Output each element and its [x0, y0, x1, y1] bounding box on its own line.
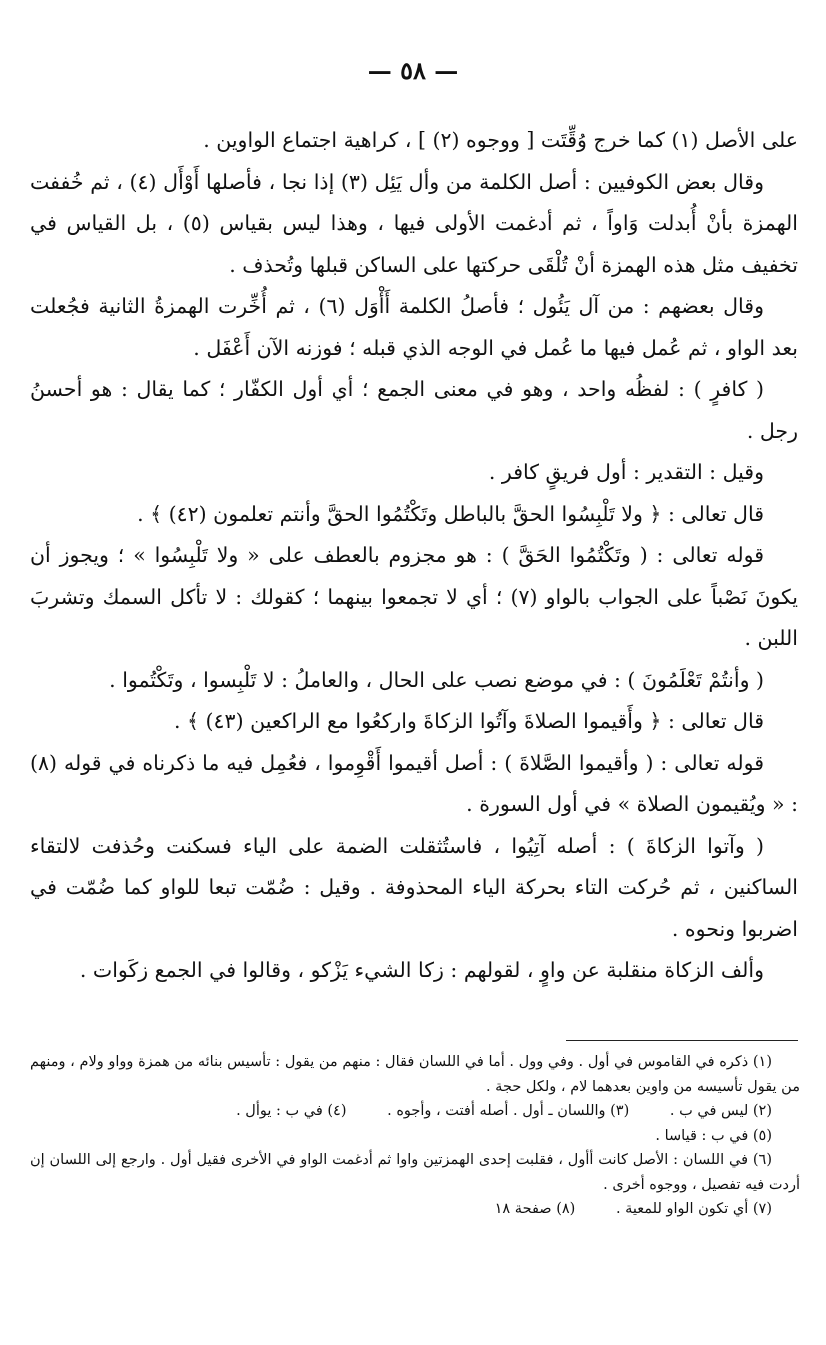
paragraph: وقال بعضهم : من آل يَئُول ؛ فأصلُ الكلمة أَأْوَل (٦) ، ثم أُخِّرت الهمزةُ الثانية فجُعلت بعد الواو ، ثم عُمل فيها ما عُمل في الوجه الذي قبله ؛ فوزنه الآن أَعْفَل .: [30, 294, 798, 360]
paragraph: وألف الزكاة منقلبة عن واوٍ ، لقولهم : زكا الشيء يَزْكو ، وقالوا في الجمع زكَوات .: [79, 958, 764, 982]
footnote: (٥) في ب : قياسا .: [655, 1127, 772, 1144]
footnote: (٧) أي تكون الواو للمعية .: [615, 1201, 772, 1217]
footnote: (٤) في ب : يوأل .: [236, 1103, 347, 1119]
paragraph: وقال بعض الكوفيين : أصل الكلمة من وأل يَئِل (٣) إذا نجا ، فأصلها أَوْأَل (٤) ، ثم خُففت الهمزة بأنْ أُبدلت وَاواً ، ثم أدغمت الأولى فيها ، وهذا ليس بقياس (٥) ، بل القياس في تخفيف مثل هذه الهمزة أنْ تُلْقَى حركتها على الساكن قبلها وتُحذف .: [30, 169, 798, 277]
main-text: [30, 120, 798, 992]
footnote-line: [30, 1197, 800, 1222]
footnote: (٨) صفحة ١٨: [494, 1201, 576, 1217]
paragraph: قوله تعالى : ( وأقيموا الصَّلاةَ ) : أصل أقيموا أَقْوِموا ، فعُمِل فيه ما ذكرناه في قوله (٨) : « ويُقيمون الصلاة » في أول السورة .: [30, 750, 798, 816]
page-number: — ٥٨ —: [367, 56, 459, 85]
footnote-line: [30, 1099, 800, 1124]
paragraph: وقيل : التقدير : أول فريقٍ كافر .: [488, 460, 764, 484]
paragraph: قوله تعالى : ( وتَكْتُمُوا الحَقَّ ) : هو مجزوم بالعطف على « ولا تَلْبِسُوا » ؛ ويجوز أن يكونَ نَصْباً على الجواب بالواو (٧) ؛ أي لا تجمعوا بينهما ؛ كقولك : لا تأكل السمك وتشربَ اللبن .: [30, 543, 798, 650]
footnote: (٣) واللسان ـ أول . أصله أفتت ، وأجوه .: [387, 1103, 630, 1119]
paragraph: ( كافرٍ ) : لفظُه واحد ، وهو في معنى الجمع ؛ أي أول الكفّار ؛ كما يقال : هو أحسنُ رجل .: [30, 377, 798, 443]
footnote: (١) ذكره في القاموس في أول . وفي وول . أما في اللسان فقال : منهم من يقول : تأسيس بنائه من همزة وواو ولام ، ومنهم من يقول تأسيسه من واوين بعدهما لام ، ولكل حجة .: [30, 1054, 800, 1095]
paragraph: ( وأنتُمْ تَعْلَمُونَ ) : في موضع نصب على الحال ، والعاملُ : لا تَلْبِسوا ، وتَكْتُموا .: [109, 667, 764, 692]
verse-heading: قال تعالى : ﴿ ولا تَلْبِسُوا الحقَّ بالباطل وتَكْتُمُوا الحقَّ وأنتم تعلمون (٤٢) ﴾ .: [137, 501, 764, 526]
paragraph: ( وآتوا الزكاةَ ) : أصله آتِيُوا ، فاستُثقلت الضمة على الياء فسكنت وحُذفت لالتقاء الساكنين ، ثم حُركت التاء بحركة الياء المحذوفة . وقيل : ضُمّت تبعا للواو كما ضُمّت في اضربوا ونحوه .: [30, 833, 798, 941]
footnote-divider: [566, 1040, 798, 1041]
footnote: (٢) ليس في ب .: [669, 1103, 772, 1119]
footnotes: [30, 1050, 800, 1222]
verse-heading: قال تعالى : ﴿ وأَقيموا الصلاةَ وآتُوا الزكاةَ واركعُوا مع الراكعين (٤٣) ﴾ .: [173, 709, 764, 733]
footnote: (٦) في اللسان : الأصل كانت أأول ، فقلبت إحدى الهمزتين واوا ثم أدغمت الواو في الأخرى فقيل أول . وارجع إلى اللسان إن أردت فيه تفصيل ، ووجوه أخرى .: [30, 1152, 800, 1193]
paragraph: على الأصل (١) كما خرج وُقِّتَت [ ووجوه (٢) ] ، كراهية اجتماع الواوين .: [203, 128, 798, 152]
